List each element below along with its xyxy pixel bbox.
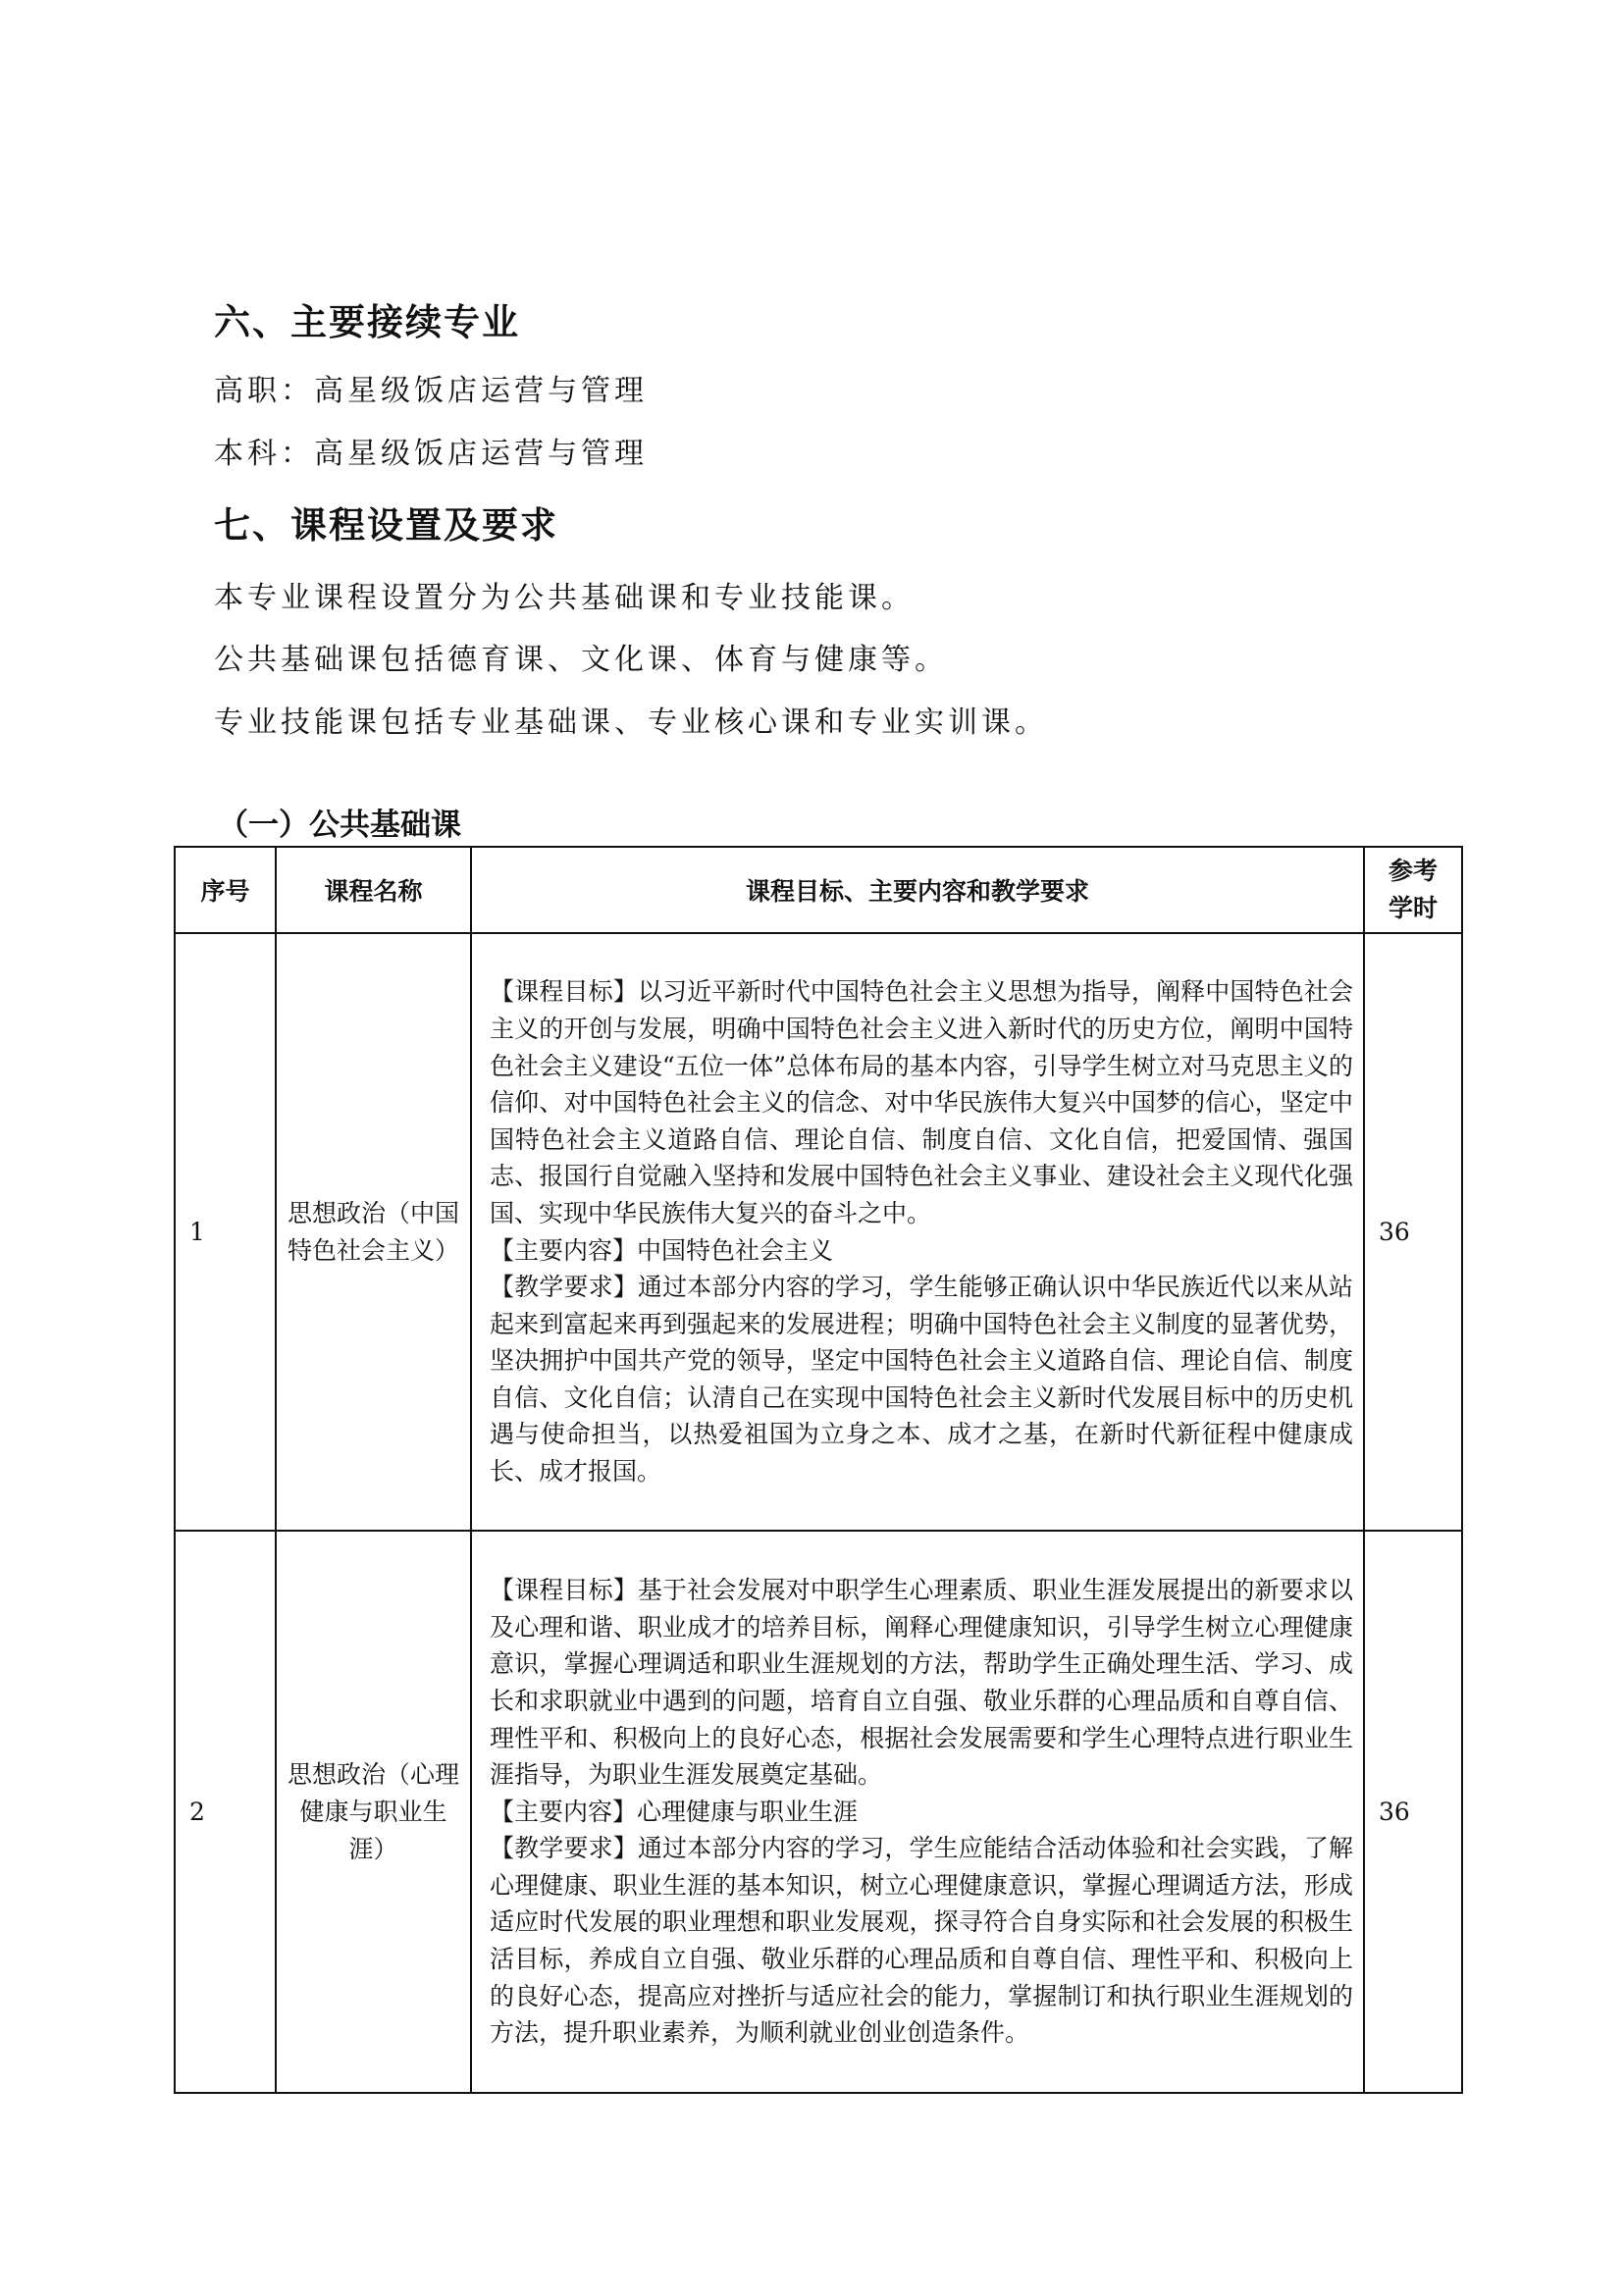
table-row xyxy=(175,933,1462,1531)
continuing-major-undergraduate: 本科：高星级饭店运营与管理 xyxy=(214,437,648,471)
main-content-text: 【主要内容】心理健康与职业生涯 xyxy=(490,1797,859,1826)
subheading-public-basic-courses: （一）公共基础课 xyxy=(218,808,461,843)
row-content xyxy=(471,1531,1364,2093)
curriculum-paragraph-2: 公共基础课包括德育课、文化课、体育与健康等。 xyxy=(214,643,948,677)
section-heading-curriculum: 七、课程设置及要求 xyxy=(214,504,558,547)
course-goal-text: 【课程目标】基于社会发展对中职学生心理素质、职业生涯发展提出的新要求以及心理和谐、职业成才的培养目标，阐释心理健康知识，引导学生树立心理健康意识，掌握心理调适和职业生涯规划的方法，帮助学生正确处理生活、学习、成长和求职就业中遇到的问题，培育自立自强、敬业乐群的心理品质和自尊自信、理性平和、积极向上的良好心态，根据社会发展需要和学生心理特点进行职业生涯指导，为职业生涯发展奠定基础。 xyxy=(490,1576,1353,1790)
main-content-text: 【主要内容】中国特色社会主义 xyxy=(490,1235,834,1265)
curriculum-paragraph-3: 专业技能课包括专业基础课、专业核心课和专业实训课。 xyxy=(214,705,1048,740)
continuing-major-vocational: 高职：高星级饭店运营与管理 xyxy=(214,374,648,408)
row-seq: 2 xyxy=(175,1531,276,2093)
header-seq: 序号 xyxy=(175,847,276,933)
row-hours: 36 xyxy=(1364,933,1462,1531)
row-content xyxy=(471,933,1364,1531)
table-row xyxy=(175,1531,1462,2093)
row-hours: 36 xyxy=(1364,1531,1462,2093)
teaching-requirement-text: 【教学要求】通过本部分内容的学习，学生应能结合活动体验和社会实践，了解心理健康、职业生涯的基本知识，树立心理健康意识，掌握心理调适方法，形成适应时代发展的职业理想和职业发展观，探寻符合自身实际和社会发展的积极生活目标，养成自立自强、敬业乐群的心理品质和自尊自信、理性平和、积极向上的良好心态，提高应对挫折与适应社会的能力，掌握制订和执行职业生涯规划的方法，提升职业素养，为顺利就业创业创造条件。 xyxy=(490,1834,1353,2048)
teaching-requirement-text: 【教学要求】通过本部分内容的学习，学生能够正确认识中华民族近代以来从站起来到富起来再到强起来的发展进程；明确中国特色社会主义制度的显著优势，坚决拥护中国共产党的领导，坚定中国特色社会主义道路自信、理论自信、制度自信、文化自信；认清自己在实现中国特色社会主义新时代发展目标中的历史机遇与使命担当，以热爱祖国为立身之本、成才之基，在新时代新征程中健康成长、成才报国。 xyxy=(490,1273,1353,1487)
row-course-name: 思想政治（中国特色社会主义） xyxy=(276,933,471,1531)
header-content: 课程目标、主要内容和教学要求 xyxy=(471,847,1364,933)
header-course-name: 课程名称 xyxy=(276,847,471,933)
course-goal-text: 【课程目标】以习近平新时代中国特色社会主义思想为指导，阐释中国特色社会主义的开创与发展，明确中国特色社会主义进入新时代的历史方位，阐明中国特色社会主义建设“五位一体”总体布局的基本内容，引导学生树立对马克思主义的信仰、对中国特色社会主义的信念、对中华民族伟大复兴中国梦的信心，坚定中国特色社会主义道路自信、理论自信、制度自信、文化自信，把爱国情、强国志、报国行自觉融入坚持和发展中国特色社会主义事业、建设社会主义现代化强国、实现中华民族伟大复兴的奋斗之中。 xyxy=(490,977,1353,1227)
table-header-row xyxy=(175,847,1462,933)
curriculum-paragraph-1: 本专业课程设置分为公共基础课和专业技能课。 xyxy=(214,581,915,615)
row-course-name: 思想政治（心理健康与职业生涯） xyxy=(276,1531,471,2093)
course-table xyxy=(174,846,1463,2094)
section-heading-continuing-majors: 六、主要接续专业 xyxy=(214,301,520,343)
row-seq: 1 xyxy=(175,933,276,1531)
header-hours: 参考学时 xyxy=(1364,847,1462,933)
